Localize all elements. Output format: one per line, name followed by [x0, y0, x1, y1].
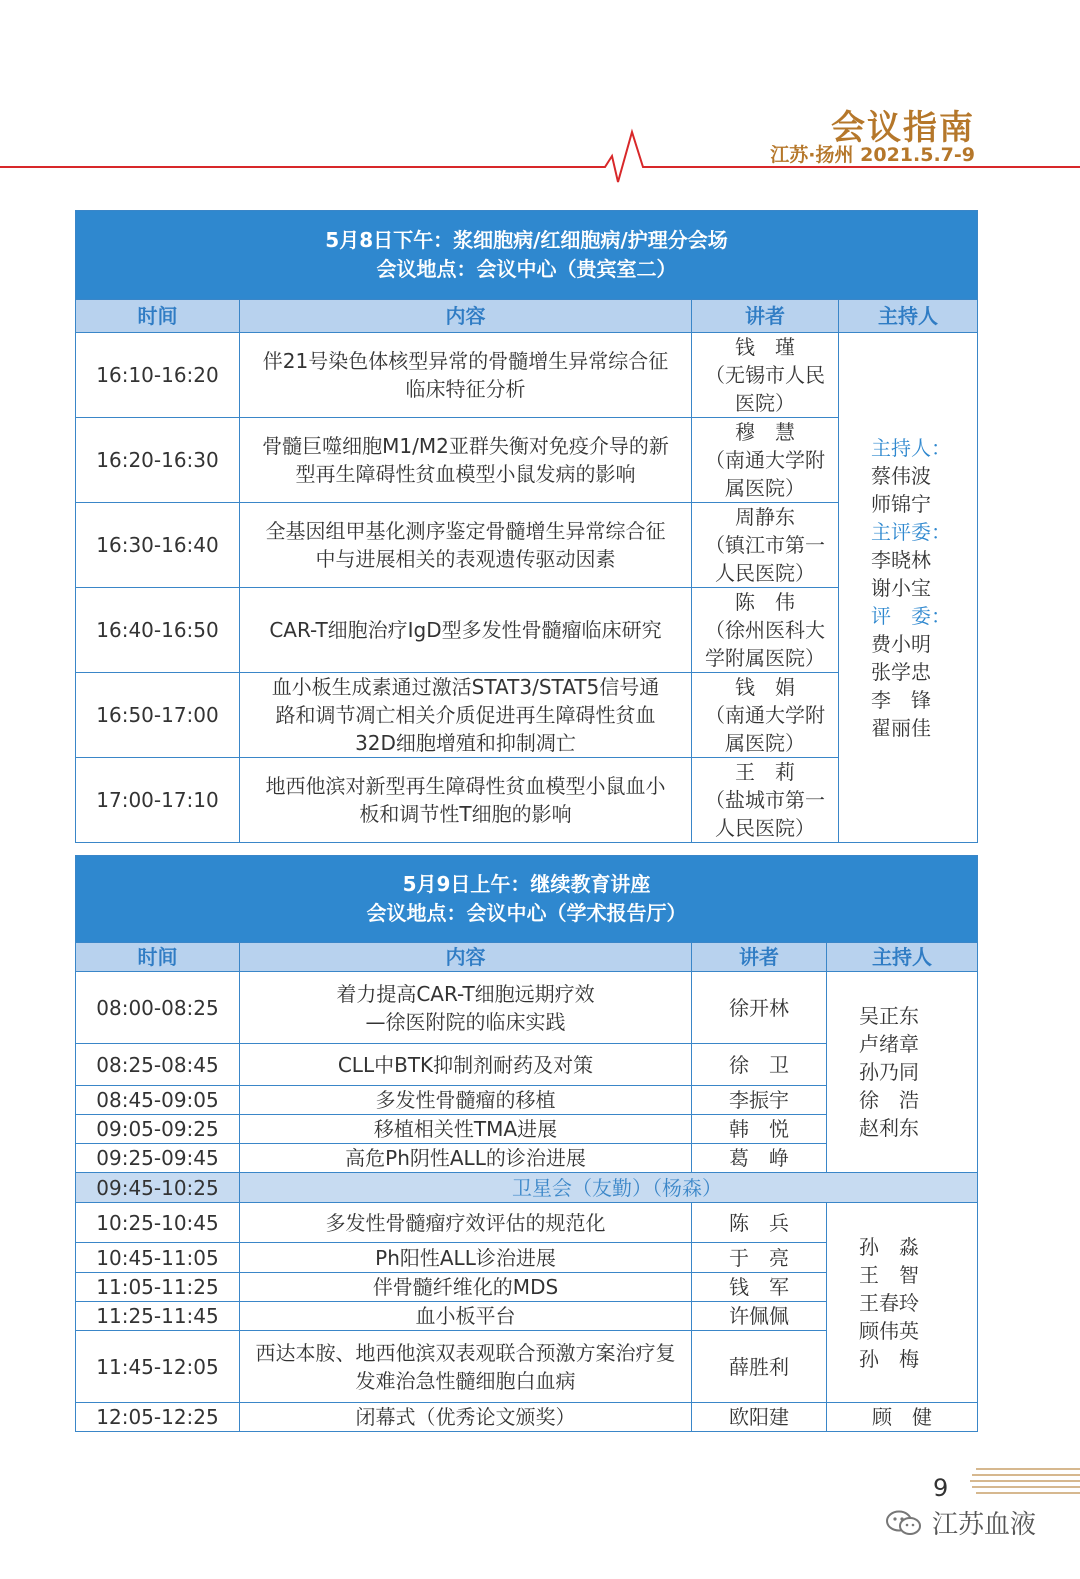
row-content: 血小板平台 [240, 1302, 692, 1331]
header-title: 会议指南 [831, 108, 975, 148]
host-name: 张学忠 [871, 659, 931, 684]
host-name: 李晓林 [871, 547, 931, 572]
row-content: Ph阳性ALL诊治进展 [240, 1243, 692, 1273]
row-speaker: 周静东 （镇江市第一 人民医院） [692, 503, 839, 588]
row-speaker: 许佩佩 [692, 1302, 827, 1331]
table1-title-line2: 会议地点：会议中心（贵宾室二） [376, 257, 677, 281]
row-host: 顾 健 [827, 1403, 978, 1432]
row-content: 全基因组甲基化测序鉴定骨髓增生异常综合征 中与进展相关的表观遗传驱动因素 [240, 503, 692, 588]
col-speaker: 讲者 [692, 300, 839, 333]
row-speaker: 欧阳建 [692, 1403, 827, 1432]
col-content: 内容 [240, 300, 692, 333]
row-time: 09:25-09:45 [76, 1144, 240, 1173]
host-name: 李 锋 [871, 687, 931, 712]
col-time: 时间 [76, 943, 240, 972]
row-time: 12:05-12:25 [76, 1403, 240, 1432]
wechat-icon [884, 1508, 924, 1538]
row-speaker: 于 亮 [692, 1243, 827, 1273]
row-speaker: 陈 伟 （徐州医科大 学附属医院） [692, 588, 839, 673]
col-host: 主持人 [827, 943, 978, 972]
table1-title-line1: 5月8日下午：浆细胞病/红细胞病/护理分会场 [325, 228, 728, 252]
wechat-watermark [884, 1504, 1036, 1541]
row-time: 16:50-17:00 [76, 673, 240, 758]
row-content: CAR-T细胞治疗IgD型多发性骨髓瘤临床研究 [240, 588, 692, 673]
row-time: 09:45-10:25 [76, 1173, 240, 1203]
row-time: 10:45-11:05 [76, 1243, 240, 1273]
host-name: 徐 浩 [859, 1088, 919, 1112]
watermark-text: 江苏血液 [932, 1510, 1037, 1540]
row-time: 08:00-08:25 [76, 972, 240, 1044]
row-speaker: 徐开林 [692, 972, 827, 1044]
row-content: 移植相关性TMA进展 [240, 1115, 692, 1144]
row-speaker: 陈 兵 [692, 1203, 827, 1243]
table2-title [76, 856, 978, 943]
table2-header-row [76, 943, 978, 972]
row-content: 西达本胺、地西他滨双表观联合预激方案治疗复 发难治急性髓细胞白血病 [240, 1331, 692, 1403]
col-time: 时间 [76, 300, 240, 333]
row-content: CLL中BTK抑制剂耐药及对策 [240, 1044, 692, 1086]
host-name: 吴正东 [859, 1004, 919, 1028]
judge-label: 评 委： [871, 603, 951, 628]
host-name: 蔡伟波 [871, 463, 931, 488]
row-content: 着力提高CAR-T细胞远期疗效 —徐医附院的临床实践 [240, 972, 692, 1044]
host-name: 费小明 [871, 631, 931, 656]
col-content: 内容 [240, 943, 692, 972]
row-speaker: 王 莉 （盐城市第一 人民医院） [692, 758, 839, 843]
header-subtitle: 江苏·扬州 2021.5.7-9 [770, 144, 975, 166]
row-time: 17:00-17:10 [76, 758, 240, 843]
table1-header-row [76, 300, 978, 333]
row-speaker: 穆 慧 （南通大学附 属医院） [692, 418, 839, 503]
satellite-label: 卫星会（友勤）（杨森） [240, 1173, 978, 1203]
row-speaker: 钱 军 [692, 1273, 827, 1302]
row-time: 11:45-12:05 [76, 1331, 240, 1403]
host-name: 顾伟英 [859, 1318, 919, 1343]
host-name: 孙乃同 [859, 1060, 919, 1084]
row-content: 骨髓巨噬细胞M1/M2亚群失衡对免疫介导的新 型再生障碍性贫血模型小鼠发病的影响 [240, 418, 692, 503]
table-row [76, 333, 978, 418]
satellite-row [76, 1173, 978, 1203]
row-time: 09:05-09:25 [76, 1115, 240, 1144]
row-content: 闭幕式（优秀论文颁奖） [240, 1403, 692, 1432]
table2-title-line1: 5月9日上午：继续教育讲座 [402, 872, 651, 896]
row-content: 高危Ph阴性ALL的诊治进展 [240, 1144, 692, 1173]
row-time: 08:45-09:05 [76, 1086, 240, 1115]
schedule-table-may8 [75, 210, 978, 843]
table-row [76, 1403, 978, 1432]
row-content: 多发性骨髓瘤疗效评估的规范化 [240, 1203, 692, 1243]
table1-title [76, 211, 978, 300]
row-content: 伴21号染色体核型异常的骨髓增生异常综合征 临床特征分析 [240, 333, 692, 418]
host-name: 翟丽佳 [871, 715, 931, 740]
host-label: 主持人： [871, 435, 951, 460]
row-time: 16:30-16:40 [76, 503, 240, 588]
row-content: 伴骨髓纤维化的MDS [240, 1273, 692, 1302]
table2-title-line2: 会议地点：会议中心（学术报告厅） [366, 901, 687, 925]
row-time: 16:10-16:20 [76, 333, 240, 418]
row-time: 11:05-11:25 [76, 1273, 240, 1302]
host-list [827, 972, 978, 1173]
host-name: 卢绪章 [859, 1032, 919, 1056]
col-speaker: 讲者 [692, 943, 827, 972]
row-speaker: 韩 悦 [692, 1115, 827, 1144]
row-time: 16:40-16:50 [76, 588, 240, 673]
col-host: 主持人 [839, 300, 978, 333]
host-name: 孙 淼 [859, 1234, 919, 1259]
host-name: 孙 梅 [859, 1346, 919, 1371]
row-content: 多发性骨髓瘤的移植 [240, 1086, 692, 1115]
host-name: 王 智 [859, 1262, 919, 1287]
row-time: 08:25-08:45 [76, 1044, 240, 1086]
row-time: 11:25-11:45 [76, 1302, 240, 1331]
row-speaker: 李振宇 [692, 1086, 827, 1115]
host-name: 师锦宁 [871, 491, 931, 516]
row-speaker: 钱 娟 （南通大学附 属医院） [692, 673, 839, 758]
host-name: 谢小宝 [871, 575, 931, 600]
row-content: 血小板生成素通过激活STAT3/STAT5信号通 路和调节凋亡相关介质促进再生障碍性贫血 32D细胞增殖和抑制凋亡 [240, 673, 692, 758]
row-speaker: 徐 卫 [692, 1044, 827, 1086]
row-content: 地西他滨对新型再生障碍性贫血模型小鼠血小 板和调节性T细胞的影响 [240, 758, 692, 843]
row-time: 16:20-16:30 [76, 418, 240, 503]
heartbeat-line-icon [0, 120, 1080, 190]
row-speaker: 薛胜利 [692, 1331, 827, 1403]
decorative-stripes-icon [970, 1466, 1080, 1494]
table-row [76, 972, 978, 1044]
chief-judge-label: 主评委： [871, 519, 951, 544]
page-number: 9 [933, 1474, 949, 1502]
host-list [827, 1203, 978, 1403]
host-name: 王春玲 [859, 1290, 919, 1315]
row-time: 10:25-10:45 [76, 1203, 240, 1243]
row-speaker: 葛 峥 [692, 1144, 827, 1173]
table-row [76, 1203, 978, 1243]
row-speaker: 钱 瑾 （无锡市人民 医院） [692, 333, 839, 418]
host-name: 赵利东 [859, 1116, 919, 1140]
schedule-table-may9 [75, 855, 978, 1432]
host-list [839, 333, 978, 843]
